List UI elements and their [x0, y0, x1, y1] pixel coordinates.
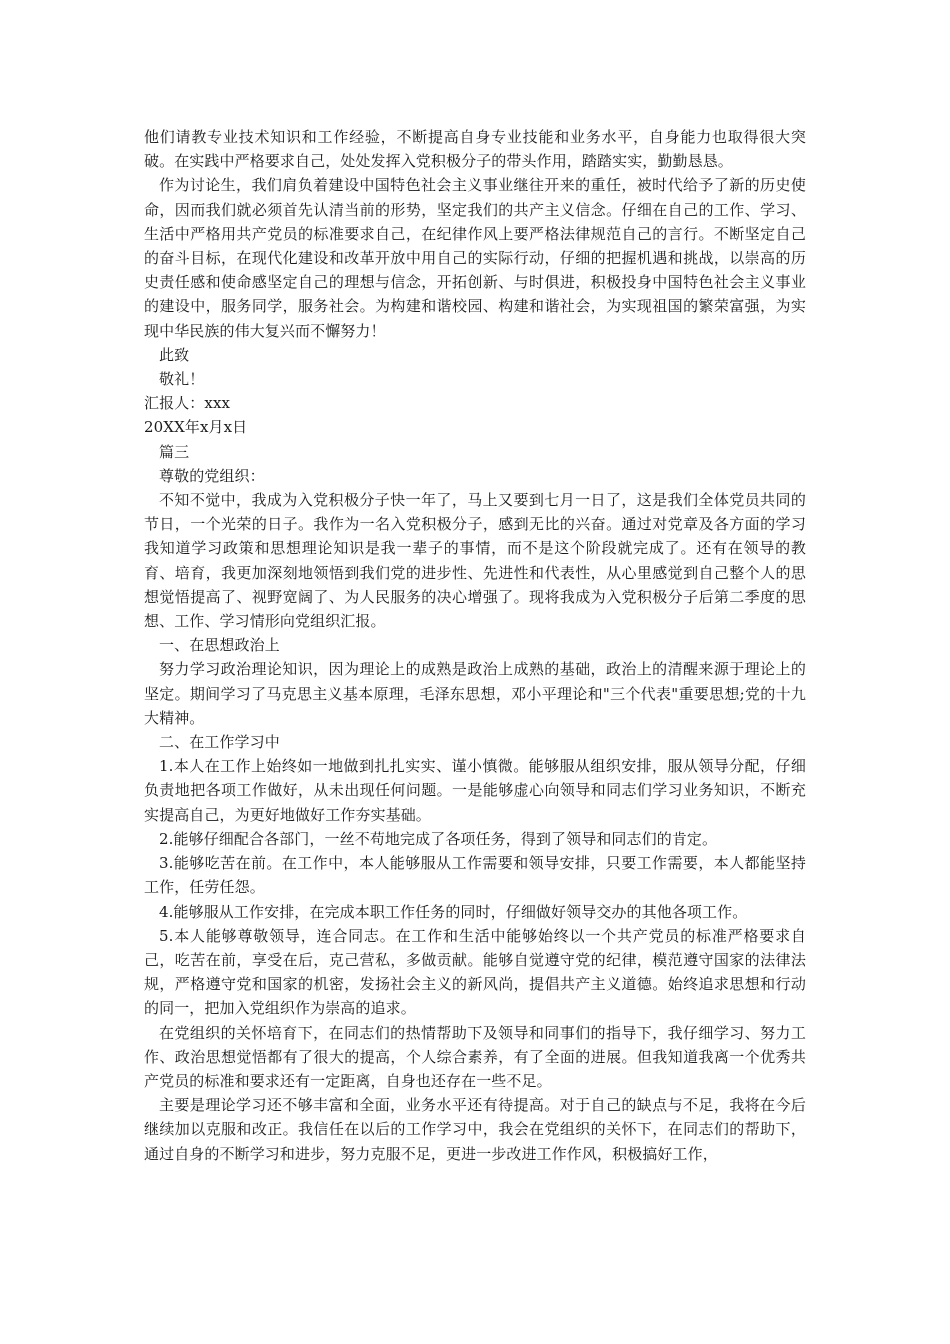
paragraph: 主要是理论学习还不够丰富和全面，业务水平还有待提高。对于自己的缺点与不足，我将在今后继续加以克服和改正。我信任在以后的工作学习中，我会在党组织的关怀下，在同志们的帮助下，通过自身的不断学习和进步，努力克服不足，更进一步改进工作作风，积极搞好工作， [144, 1096, 806, 1163]
paragraph: 作为讨论生，我们肩负着建设中国特色社会主义事业继往开来的重任，被时代给予了新的历史使命，因而我们就必须首先认清当前的形势，坚定我们的共产主义信念。仔细在自己的工作、学习、生活中严格用共产党员的标准要求自己，在纪律作风上要严格法律规范自己的言行。不断坚定自己的奋斗目标，在现代化建设和改革开放中用自己的实际行动，仔细的把握机遇和挑战，以崇高的历史责任感和使命感坚定自己的理想与信念，开拓创新、与时俱进，积极投身中国特色社会主义事业的建设中，服务同学，服务社会。为构建和谐校园、构建和谐社会，为实现祖国的繁荣富强，为实现中华民族的伟大复兴而不懈努力！ [144, 176, 806, 340]
reporter-signature: 汇报人：xxx [144, 394, 231, 413]
list-item: 3.能够吃苦在前。在工作中，本人能够服从工作需要和领导安排，只要工作需要，本人都能坚持工作，任劳任怨。 [144, 854, 806, 897]
list-item: 5.本人能够尊敬领导，连合同志。在工作和生活中能够始终以一个共产党员的标准严格要求自己，吃苦在前，享受在后，克己营私，多做贡献。能够自觉遵守党的纪律，模范遵守国家的法律法规，严格遵守党和国家的机密，发扬社会主义的新风尚，提倡共产主义道德。始终追求思想和行动的同一，把加入党组织作为崇高的追求。 [144, 926, 806, 1018]
report-date: 20XX年x月x日 [144, 418, 248, 437]
subsection-heading: 一、在思想政治上 [159, 636, 280, 655]
document-body [144, 125, 806, 1166]
paragraph: 他们请教专业技术知识和工作经验，不断提高自身专业技能和业务水平，自身能力也取得很大突破。在实践中严格要求自己，处处发挥入党积极分子的带头作用，踏踏实实，勤勤恳恳。 [144, 128, 806, 171]
list-item: 4.能够服从工作安排，在完成本职工作任务的同时，仔细做好领导交办的其他各项工作。 [159, 902, 748, 921]
greeting: 尊敬的党组织： [159, 466, 265, 485]
closing-regards: 敬礼！ [159, 370, 205, 389]
subsection-heading: 二、在工作学习中 [159, 733, 280, 752]
paragraph: 在党组织的关怀培育下，在同志们的热情帮助下及领导和同事们的指导下，我仔细学习、努力工作、政治思想觉悟都有了很大的提高，个人综合素养，有了全面的进展。但我知道我离一个优秀共产党员的标准和要求还有一定距离，自身也还存在一些不足。 [144, 1023, 806, 1090]
section-heading: 篇三 [159, 442, 190, 461]
list-item: 1.本人在工作上始终如一地做到扎扎实实、谨小慎微。能够服从组织安排，服从领导分配，仔细负责地把各项工作做好，从未出现任何问题。一是能够虚心向领导和同志们学习业务知识，不断充实提高自己，为更好地做好工作夯实基础。 [144, 757, 806, 824]
list-item: 2.能够仔细配合各部门，一丝不苟地完成了各项任务，得到了领导和同志们的肯定。 [159, 829, 718, 848]
paragraph: 不知不觉中，我成为入党积极分子快一年了，马上又要到七月一日了，这是我们全体党员共同的节日，一个光荣的日子。我作为一名入党积极分子，感到无比的兴奋。通过对党章及各方面的学习我知道学习政策和思想理论知识是我一辈子的事情，而不是这个阶段就完成了。还有在领导的教育、培育，我更加深刻地领悟到我们党的进步性、先进性和代表性，从心里感觉到自己整个人的思想觉悟提高了、视野宽阔了、为人民服务的决心增强了。现将我成为入党积极分子后第二季度的思想、工作、学习情形向党组织汇报。 [144, 491, 806, 631]
paragraph: 努力学习政治理论知识，因为理论上的成熟是政治上成熟的基础，政治上的清醒来源于理论上的坚定。期间学习了马克思主义基本原理，毛泽东思想，邓小平理论和"三个代表"重要思想;党的十九大精神。 [144, 660, 806, 727]
closing-salutation: 此致 [159, 345, 190, 364]
